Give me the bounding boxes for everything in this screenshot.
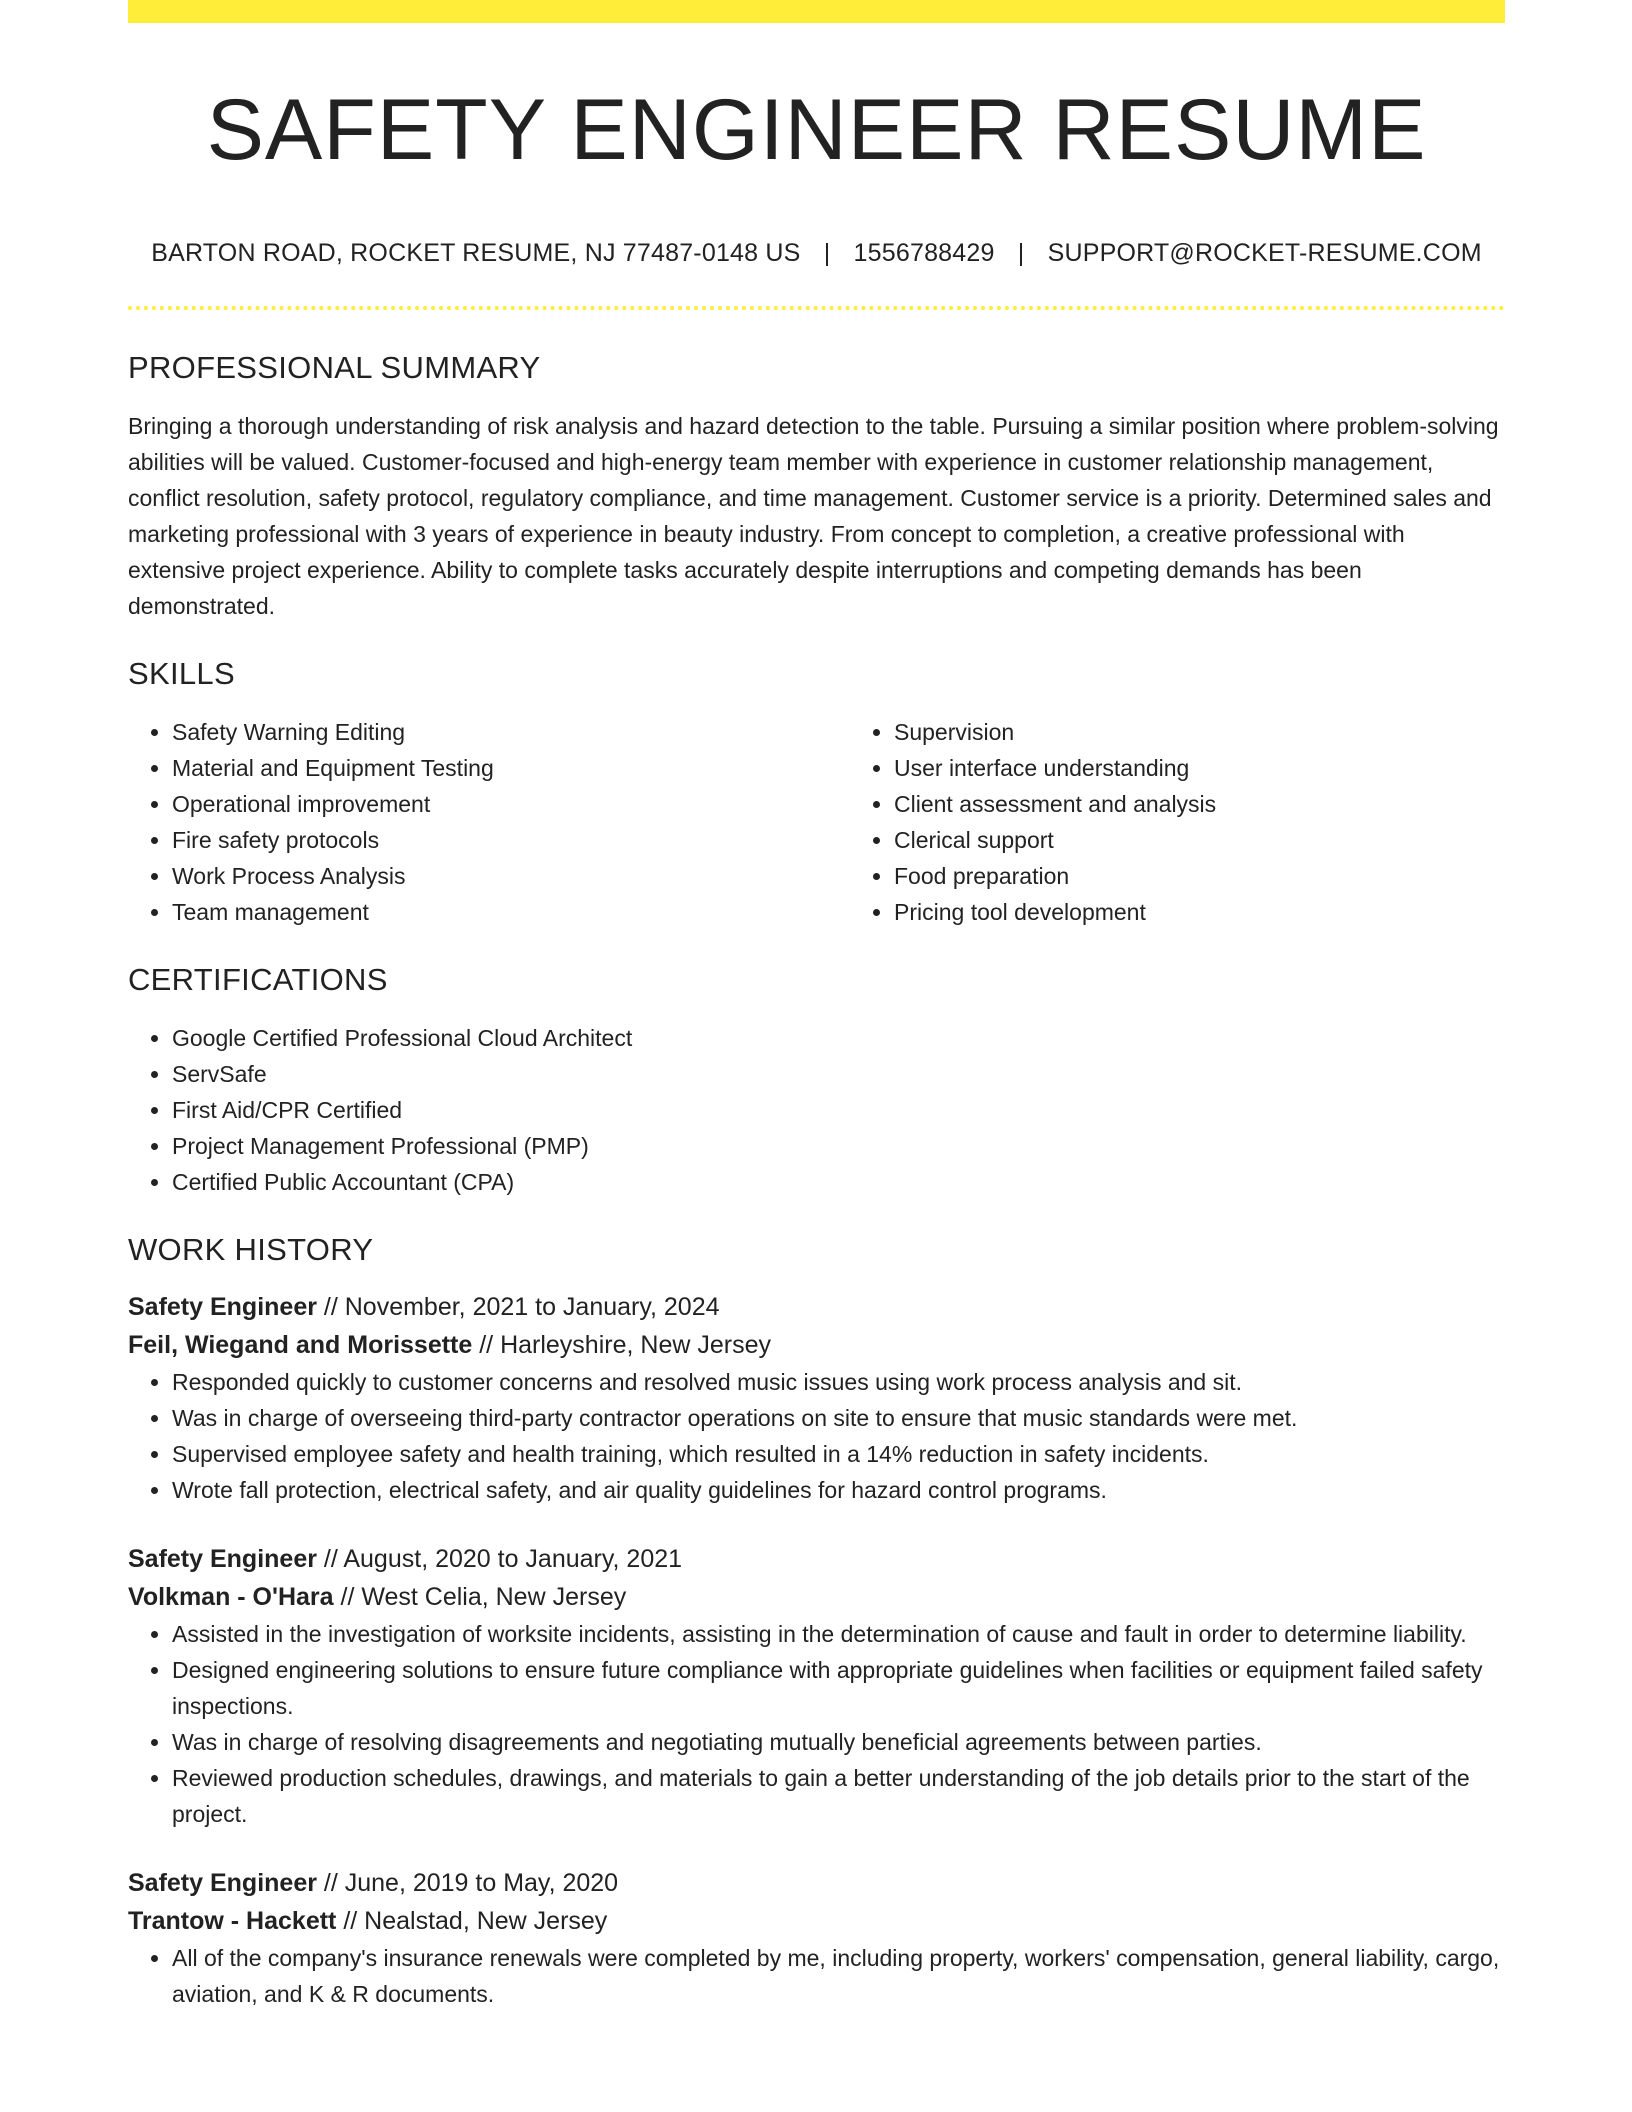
- work-history-heading: WORK HISTORY: [128, 1232, 374, 1267]
- job-bullet: • Designed engineering solutions to ensure future compliance with appropriate guidelines when facilities or equipment failed safety inspections.: [172, 1652, 1505, 1724]
- job-bullet: • All of the company's insurance renewals were completed by me, including property, workers' compensation, general liability, cargo, aviation, and K & R documents.: [172, 1940, 1505, 2012]
- job-company-line: [128, 1902, 1505, 1940]
- job-title: Safety Engineer: [128, 1545, 317, 1573]
- skill-item: • Pricing tool development: [894, 894, 1572, 930]
- certification-item: • Project Management Professional (PMP): [172, 1128, 1505, 1164]
- certification-item: • First Aid/CPR Certified: [172, 1092, 1505, 1128]
- job-company-line: [128, 1578, 1505, 1616]
- job-bullets: [128, 1364, 1505, 1508]
- job-bullets: [128, 1940, 1505, 2012]
- certification-item: • Certified Public Accountant (CPA): [172, 1164, 1505, 1200]
- contact-separator: |: [1017, 239, 1025, 267]
- job-location: // Nealstad, New Jersey: [336, 1907, 608, 1935]
- skill-item: • Food preparation: [894, 858, 1572, 894]
- skill-item: • Team management: [172, 894, 850, 930]
- skill-item: • Work Process Analysis: [172, 858, 850, 894]
- job-bullet: • Was in charge of resolving disagreements and negotiating mutually beneficial agreements between parties.: [172, 1724, 1505, 1760]
- certifications-list: [128, 1020, 1505, 1200]
- certification-item: • Google Certified Professional Cloud Architect: [172, 1020, 1505, 1056]
- job-title: Safety Engineer: [128, 1293, 317, 1321]
- skill-item: • Safety Warning Editing: [172, 714, 850, 750]
- skills-list-left: [128, 714, 850, 930]
- skill-item: • Supervision: [894, 714, 1572, 750]
- job-company-line: [128, 1326, 1505, 1364]
- job-bullet: • Assisted in the investigation of worksite incidents, assisting in the determination of cause and fault in order to determine liability.: [172, 1616, 1505, 1652]
- job-entry: [128, 1864, 1505, 2012]
- job-dates: // November, 2021 to January, 2024: [316, 1293, 720, 1321]
- job-bullet: • Supervised employee safety and health training, which resulted in a 14% reduction in safety incidents.: [172, 1436, 1505, 1472]
- contact-separator: |: [823, 239, 831, 267]
- skills-grid: [128, 714, 1505, 930]
- accent-top-bar: [128, 0, 1505, 23]
- job-entry: [128, 1288, 1505, 1508]
- job-dates: // August, 2020 to January, 2021: [316, 1545, 683, 1573]
- contact-email: SUPPORT@ROCKET-RESUME.COM: [1047, 239, 1482, 267]
- summary-heading: PROFESSIONAL SUMMARY: [128, 350, 541, 385]
- job-entry: [128, 1540, 1505, 1832]
- contact-address: BARTON ROAD, ROCKET RESUME, NJ 77487-0148 US: [151, 239, 801, 267]
- job-company: Volkman - O'Hara: [128, 1583, 334, 1611]
- job-bullet: • Reviewed production schedules, drawings, and materials to gain a better understanding of the job details prior to the start of the project.: [172, 1760, 1505, 1832]
- skill-item: • Fire safety protocols: [172, 822, 850, 858]
- skill-item: • User interface understanding: [894, 750, 1572, 786]
- job-location: // Harleyshire, New Jersey: [472, 1331, 771, 1359]
- job-title-line: [128, 1540, 1505, 1578]
- job-bullet: • Was in charge of overseeing third-party contractor operations on site to ensure that music standards were met.: [172, 1400, 1505, 1436]
- skill-item: • Client assessment and analysis: [894, 786, 1572, 822]
- skill-item: • Material and Equipment Testing: [172, 750, 850, 786]
- job-location: // West Celia, New Jersey: [333, 1583, 627, 1611]
- job-company: Trantow - Hackett: [128, 1907, 337, 1935]
- contact-phone: 1556788429: [853, 239, 995, 267]
- job-dates: // June, 2019 to May, 2020: [316, 1869, 619, 1897]
- skill-item: • Clerical support: [894, 822, 1572, 858]
- dotted-divider: [128, 306, 1505, 310]
- job-title-line: [128, 1288, 1505, 1326]
- summary-text: Bringing a thorough understanding of risk analysis and hazard detection to the table. Pursuing a similar position where problem-solving abilities will be valued. Customer-focused and high-energy team member with experience in customer relationship management, conflict resolution, safety protocol, regulatory compliance, and time management. Customer service is a priority. Determined sales and marketing professional with 3 years of experience in beauty industry. From concept to completion, a creative professional with extensive project experience. Ability to complete tasks accurately despite interruptions and competing demands has been demonstrated.: [128, 413, 1499, 619]
- job-company: Feil, Wiegand and Morissette: [128, 1331, 473, 1359]
- job-title-line: [128, 1864, 1505, 1902]
- skills-list-right: [850, 714, 1572, 930]
- resume-content: [128, 348, 1505, 2012]
- job-bullet: • Responded quickly to customer concerns and resolved music issues using work process analysis and sit.: [172, 1364, 1505, 1400]
- contact-line: [128, 236, 1505, 270]
- skills-heading: SKILLS: [128, 656, 235, 691]
- certifications-heading: CERTIFICATIONS: [128, 962, 388, 997]
- job-title: Safety Engineer: [128, 1869, 317, 1897]
- resume-title: SAFETY ENGINEER RESUME: [206, 82, 1427, 178]
- job-bullets: [128, 1616, 1505, 1832]
- certification-item: • ServSafe: [172, 1056, 1505, 1092]
- skill-item: • Operational improvement: [172, 786, 850, 822]
- job-bullet: • Wrote fall protection, electrical safety, and air quality guidelines for hazard control programs.: [172, 1472, 1505, 1508]
